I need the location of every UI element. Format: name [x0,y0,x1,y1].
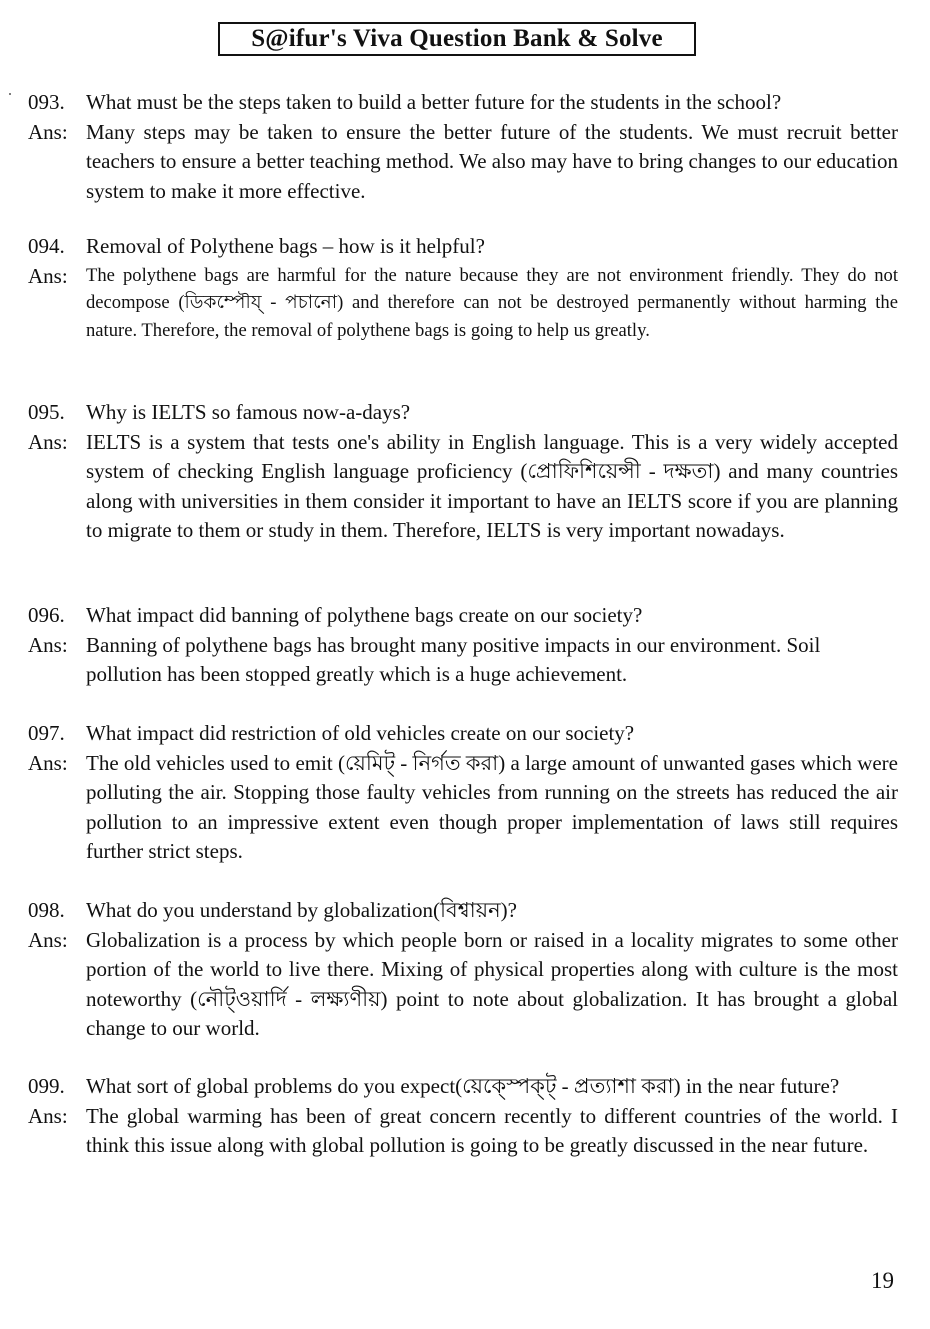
answer-row [28,926,898,1044]
qa-item-095 [28,398,898,546]
qa-item-093 [28,88,898,206]
answer-text: IELTS is a system that tests one's ability in English language. This is a very widely accepted system of checking English language proficiency (প্রোফিশিয়েন্সী - দক্ষতা) and many countries along with universities in them consider it important to have an IELTS score if you are planning to migrate to them or study in them. Therefore, IELTS is very important nowadays. [86,429,898,542]
qa-item-096 [28,601,898,690]
qa-item-094 [28,232,898,344]
question-number: 095. [28,400,65,424]
question-row [28,1072,898,1102]
page-number: 19 [871,1268,894,1293]
answer-label: Ans: [28,429,68,454]
question-text: What must be the steps taken to build a better future for the students in the school? [86,90,782,114]
answer-label: Ans: [28,927,68,952]
question-text: What sort of global problems do you expect(য়েক্স্পেক্ট্ - প্রত্যাশা করা) in the near future? [86,1074,840,1098]
question-row [28,232,898,262]
answer-label: Ans: [28,750,68,775]
answer-text: The old vehicles used to emit (য়েমিট্ - নির্গত করা) a large amount of unwanted gases which were polluting the air. Stopping those faulty vehicles from running on the streets has reduced the air pollution to an impressive extent even though proper implementation of laws still requires further strict steps. [86,750,898,863]
question-row [28,398,898,428]
question-row [28,88,898,118]
question-number: 093. [28,90,65,114]
answer-row [28,1102,898,1161]
question-row [28,601,898,631]
question-number: 097. [28,721,65,745]
qa-item-099 [28,1072,898,1161]
answer-text: Many steps may be taken to ensure the better future of the students. We must recruit better teachers to ensure a better teaching method. We also may have to bring changes to our education system to make it more effective. [86,119,898,203]
answer-row [28,118,898,207]
answer-row [28,749,898,867]
answer-row [28,631,898,690]
question-text: What impact did restriction of old vehicles create on our society? [86,721,635,745]
question-row [28,719,898,749]
answer-text: Globalization is a process by which people born or raised in a locality migrates to some other portion of the world to live there. Mixing of physical properties along with culture is the most noteworthy (নৌট্ওয়ার্দি - লক্ষ্যণীয়) point to note about globalization. It has brought a global change to our world. [86,927,898,1040]
answer-text: The global warming has been of great concern recently to different countries of the world. I think this issue along with global pollution is going to be greatly discussed in the near future. [86,1103,898,1157]
question-number: 094. [28,234,65,258]
answer-text: Banning of polythene bags has brought many positive impacts in our environment. Soil pollution has been stopped greatly which is a huge achievement. [86,632,821,686]
answer-label: Ans: [28,263,68,288]
answer-row [28,262,898,345]
question-row [28,896,898,926]
qa-item-098 [28,896,898,1044]
question-number: 098. [28,898,65,922]
scan-speck [9,93,11,95]
answer-text: The polythene bags are harmful for the nature because they are not environment friendly. They do not decompose (ডিকম্পৌয্ - পচানো) and therefore can not be destroyed permanently without harming the nature. Therefore, the removal of polythene bags is going to help us greatly. [86,264,898,341]
question-text: What impact did banning of polythene bags create on our society? [86,603,643,627]
question-text: Removal of Polythene bags – how is it helpful? [86,234,485,258]
question-number: 099. [28,1074,65,1098]
answer-label: Ans: [28,632,68,657]
answer-label: Ans: [28,119,68,144]
question-text: Why is IELTS so famous now-a-days? [86,400,411,424]
qa-item-097 [28,719,898,867]
question-text: What do you understand by globalization(বিশ্বায়ন)? [86,898,517,922]
page-header-title: S@ifur's Viva Question Bank & Solve [218,22,696,56]
answer-label: Ans: [28,1103,68,1128]
question-number: 096. [28,603,65,627]
answer-row [28,428,898,546]
